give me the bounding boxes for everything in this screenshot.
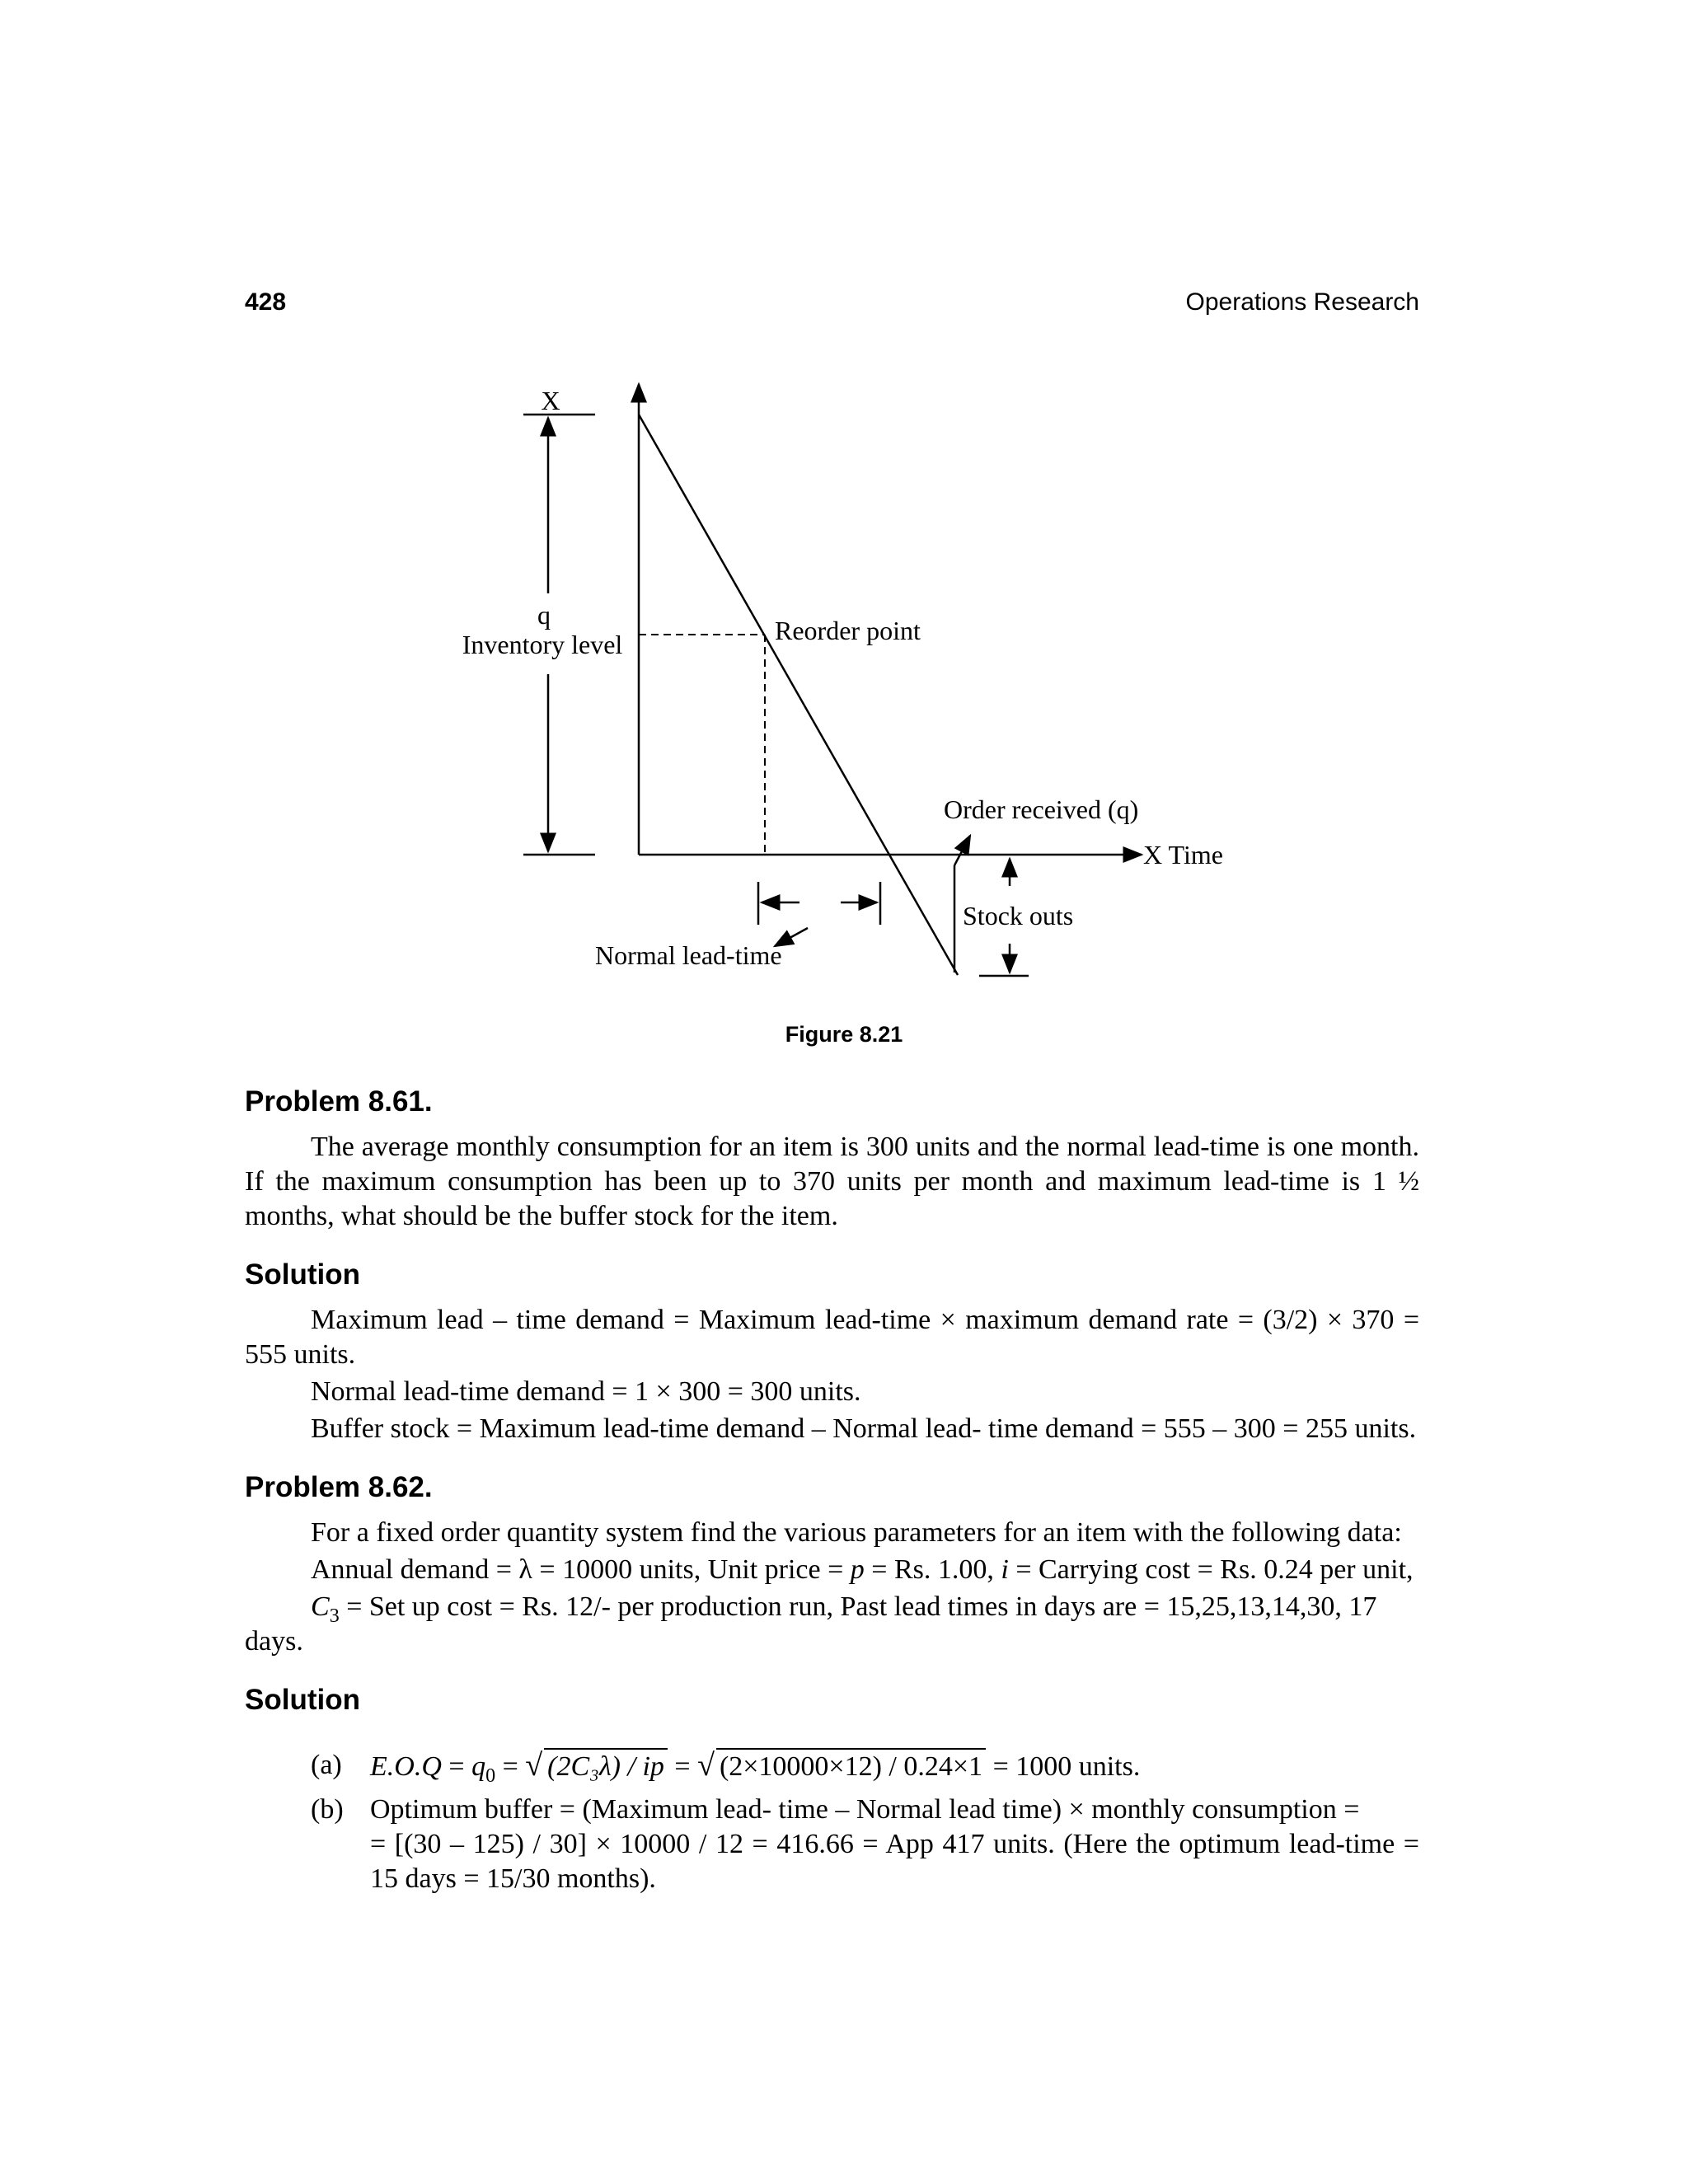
- order-received-arrow: [954, 836, 970, 865]
- x-axis-label: X Time: [1143, 840, 1223, 869]
- i-variable: i: [1001, 1554, 1009, 1585]
- radical-sign-1: √: [525, 1748, 543, 1783]
- axis-top-label: X: [541, 386, 560, 415]
- max-lead-time-demand: Maximum lead – time demand = Maximum lead-time × maximum demand rate = (3/2) × 370 = 555 units.: [245, 1305, 1419, 1370]
- equals-1: =: [441, 1751, 472, 1782]
- inventory-diagram: [0, 0, 1688, 1030]
- part-b-label: (b): [311, 1794, 344, 1825]
- equals-2: =: [495, 1751, 526, 1782]
- problem-8-62-heading: Problem 8.62.: [245, 1471, 433, 1503]
- normal-lead-time-label: Normal lead-time: [595, 940, 782, 970]
- c-variable: C: [311, 1591, 330, 1622]
- inventory-depletion-line: [639, 415, 958, 975]
- p-variable: p: [850, 1554, 865, 1585]
- q-zero-subscript: 0: [485, 1765, 496, 1787]
- page-number: 428: [245, 288, 287, 316]
- figure-caption: Figure 8.21: [785, 1022, 903, 1047]
- optimum-buffer-text: [370, 1793, 1419, 1896]
- carrying-cost-text: = Carrying cost = Rs. 0.24 per unit,: [1008, 1554, 1414, 1585]
- inventory-level-label: Inventory level: [462, 630, 623, 659]
- running-title: Operations Research: [1185, 288, 1419, 316]
- stock-outs-label: Stock outs: [963, 901, 1074, 930]
- problem-8-62-setup-line: [245, 1590, 1419, 1627]
- setup-cost-text: = Set up cost = Rs. 12/- per production run, Past lead times in days are = 15,25,13,14,30, 17: [339, 1591, 1377, 1622]
- page-body: [245, 1084, 1419, 1896]
- eoq-symbol: E.O.Q: [370, 1751, 442, 1782]
- q-zero-symbol: q: [471, 1751, 486, 1782]
- reorder-point-label: Reorder point: [775, 616, 921, 645]
- eoq-radicand-numeric: (2×10000×12) / 0.24×1: [716, 1748, 986, 1784]
- solution-8-61-heading: Solution: [245, 1258, 360, 1291]
- problem-8-61-statement: The average monthly consumption for an item is 300 units and the normal lead-time is one month. If the maximum consumption has been up to 370 units per month and maximum lead-time is 1 ½ months, what should be the buffer stock for the item.: [245, 1132, 1419, 1231]
- problem-8-62-intro: For a fixed order quantity system find the various parameters for an item with the following data:: [311, 1517, 1402, 1548]
- eoq-formula: [370, 1748, 1419, 1787]
- part-a-label: (a): [311, 1750, 342, 1780]
- price-value-text: = Rs. 1.00,: [864, 1554, 1001, 1585]
- problem-8-62-data-line: [245, 1553, 1419, 1587]
- buffer-stock-result: Buffer stock = Maximum lead-time demand – Normal lead- time demand = 555 – 300 = 255 units.: [311, 1413, 1417, 1444]
- annual-demand-text: Annual demand =: [311, 1554, 519, 1585]
- normal-lead-time-demand: Normal lead-time demand = 1 × 300 = 300 units.: [311, 1376, 861, 1407]
- eoq-result: = 1000 units.: [986, 1751, 1141, 1782]
- q-label: q: [537, 600, 551, 630]
- solution-8-62-heading: Solution: [245, 1684, 360, 1716]
- problem-8-62-days: days.: [245, 1626, 303, 1657]
- optimum-buffer-line-1: Optimum buffer = (Maximum lead- time – Normal lead time) × monthly consumption =: [370, 1794, 1360, 1825]
- eoq-radicand-symbolic: (2C₃λ) / ip: [544, 1748, 668, 1784]
- radical-sign-2: √: [697, 1748, 715, 1783]
- problem-8-61-heading: Problem 8.61.: [245, 1085, 433, 1118]
- c-subscript: 3: [329, 1605, 340, 1627]
- lambda-symbol: λ: [518, 1554, 532, 1585]
- order-received-label: Order received (q): [944, 794, 1139, 824]
- equals-3: =: [667, 1751, 698, 1782]
- unit-price-text: = 10000 units, Unit price =: [532, 1554, 851, 1585]
- solution-part-a: [245, 1748, 1419, 1787]
- solution-part-b: [245, 1793, 1419, 1896]
- optimum-buffer-line-2: = [(30 – 125) / 30] × 10000 / 12 = 416.66 = App 417 units. (Here the optimum lead-time = 15 days = 15/30 months).: [370, 1829, 1419, 1894]
